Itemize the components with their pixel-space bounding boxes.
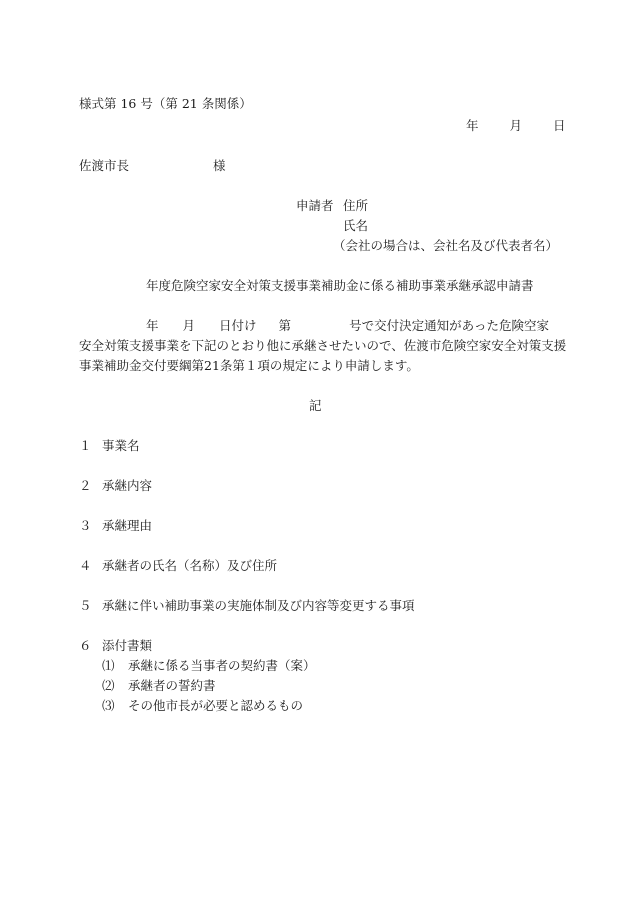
item-5 — [79, 598, 415, 614]
document-title: 年度危険空家安全対策支援事業補助金に係る補助事業承継承認申請書 — [146, 278, 534, 293]
attachment-label: 承継者の誓約書 — [128, 678, 216, 693]
item-label: 承継理由 — [102, 518, 153, 533]
date-day: 日 — [552, 118, 566, 133]
date-line — [466, 118, 565, 134]
date-month: 月 — [509, 118, 522, 133]
item-label: 事業名 — [102, 438, 140, 453]
applicant-name-label: 氏名 — [343, 218, 369, 233]
attachment-item — [102, 676, 316, 696]
item-2 — [79, 478, 152, 494]
body-line-2: 安全対策支援事業を下記のとおり他に承継させたいので、佐渡市危険空家安全対策支援 — [79, 338, 567, 353]
attachment-label: その他市長が必要と認めるもの — [128, 698, 304, 713]
item-1 — [79, 438, 140, 454]
body-line-1 — [146, 318, 549, 334]
addressee-honorific: 様 — [213, 158, 226, 173]
attachment-label: 承継に係る当事者の契約書（案） — [128, 658, 316, 673]
body-line-1-rest: 号で交付決定通知があった危険空家 — [349, 318, 549, 333]
item-3 — [79, 518, 152, 534]
date-year: 年 — [466, 118, 479, 133]
form-number: 様式第 16 号（第 21 条関係） — [79, 96, 252, 111]
item-number: ６ — [79, 638, 92, 653]
item-6 — [79, 638, 152, 654]
item-number: ５ — [79, 598, 92, 613]
attachment-item — [102, 696, 316, 716]
attachment-item — [102, 656, 316, 676]
body-line-3: 事業補助金交付要綱第21条第１項の規定により申請します。 — [79, 358, 419, 373]
attachment-number: ⑴ — [102, 658, 115, 673]
body-year: 年 — [146, 318, 159, 333]
item-label: 添付書類 — [102, 638, 153, 653]
item-number: ２ — [79, 478, 92, 493]
attachments-list — [102, 656, 316, 716]
applicant-label: 申請者 — [296, 198, 334, 213]
item-number: ４ — [79, 558, 92, 573]
item-label: 承継に伴い補助事業の実施体制及び内容等変更する事項 — [102, 598, 415, 613]
item-label: 承継者の氏名（名称）及び住所 — [102, 558, 278, 573]
ki-heading: 記 — [309, 398, 322, 413]
attachment-number: ⑶ — [102, 698, 115, 713]
item-4 — [79, 558, 277, 574]
item-number: １ — [79, 438, 92, 453]
body-day: 日付け — [219, 318, 257, 333]
body-number-prefix: 第 — [278, 318, 292, 333]
attachment-number: ⑵ — [102, 678, 115, 693]
applicant-company-note: （会社の場合は、会社名及び代表者名） — [333, 238, 559, 253]
body-month: 月 — [182, 318, 196, 333]
item-number: ３ — [79, 518, 92, 533]
addressee-city: 佐渡市長 — [79, 158, 130, 173]
item-label: 承継内容 — [102, 478, 153, 493]
applicant-address-label: 住所 — [343, 198, 369, 213]
